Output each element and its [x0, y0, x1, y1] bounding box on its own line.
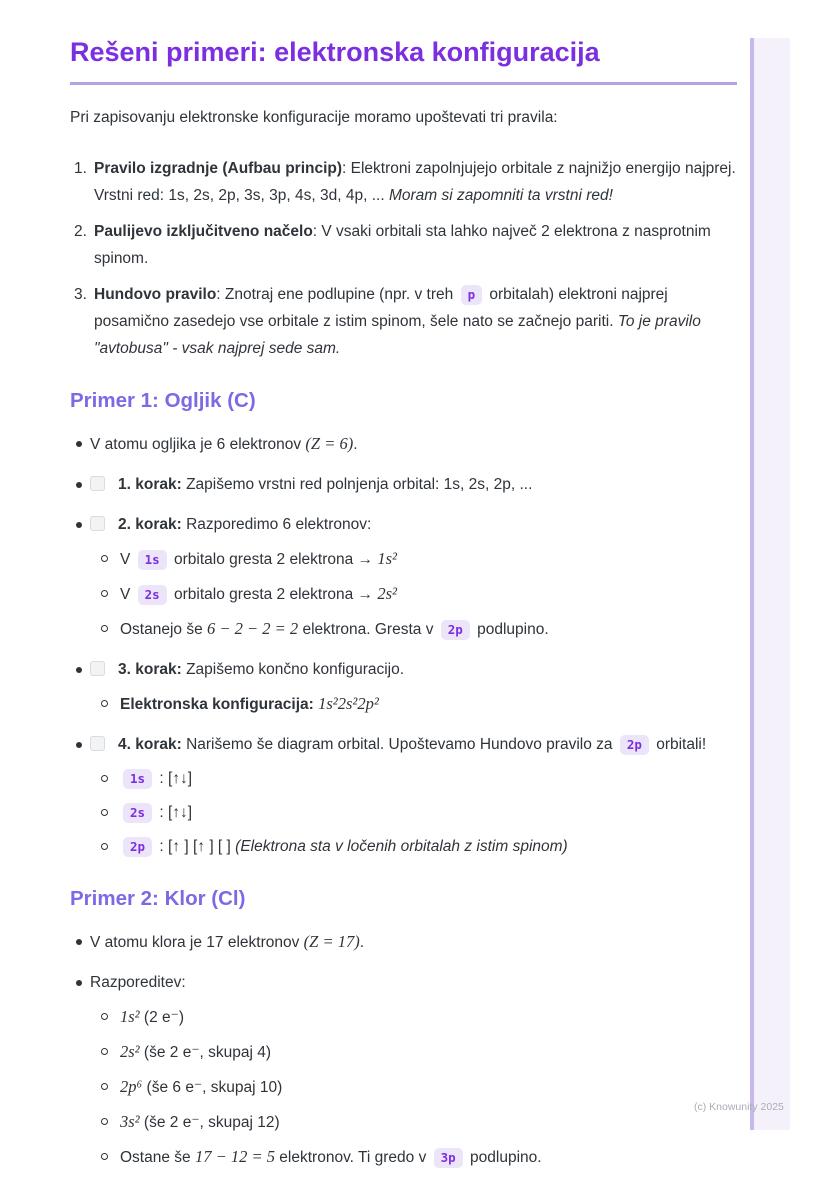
bold-text: Hundovo pravilo — [94, 286, 217, 303]
sub-list-item-text — [120, 545, 737, 573]
bullet-icon — [76, 980, 82, 986]
list-item-text — [90, 928, 737, 956]
bullet-icon — [76, 482, 82, 488]
example1-list — [70, 430, 737, 860]
list-item-text — [90, 471, 737, 498]
bold-text: Elektronska konfiguracija: — [120, 696, 319, 713]
orbital-code-badge: 1s — [123, 769, 152, 789]
list-item — [70, 430, 737, 458]
text: Ostane še — [120, 1149, 195, 1166]
sub-list-item — [90, 1073, 737, 1101]
circle-bullet-icon — [101, 843, 108, 850]
rule-number: 3. — [74, 286, 87, 303]
sub-list-item — [90, 1003, 737, 1031]
sub-list-item-text — [120, 1038, 737, 1066]
title-underline — [70, 82, 737, 85]
text: Narišemo še diagram orbital. Upoštevamo Hundovo pravilo za — [181, 736, 617, 753]
list-item — [70, 928, 737, 956]
list-item-text — [90, 656, 737, 718]
math-text: (Z = 6) — [305, 434, 354, 453]
text: . — [359, 934, 365, 951]
list-item — [70, 731, 737, 860]
text: : Elektroni zapolnjujejo orbitale z najnižjo energijo najprej. Vrstni red: 1s, 2s, 2p, 3s, 3p, 4s, 3d, 4p, ... — [94, 160, 736, 204]
list-item — [70, 471, 737, 498]
text: : V vsaki orbitali sta lahko največ 2 elektrona z nasprotnim spinom. — [94, 223, 711, 267]
text: Zapišemo vrstni red polnjenja orbital: 1s, 2s, 2p, ... — [181, 476, 533, 493]
rule-item — [70, 155, 737, 209]
text: orbitalah) elektroni najprej posamično zasedejo vse orbitale z istim spinom, šele nato se začnejo pariti. — [94, 286, 668, 330]
watermark-text: (c) Knowunity 2025 — [694, 1101, 784, 1113]
circle-bullet-icon — [101, 1118, 108, 1125]
circle-bullet-icon — [101, 590, 108, 597]
bullet-icon — [76, 441, 82, 447]
sub-list — [90, 765, 737, 860]
bold-text: 4. korak: — [118, 736, 182, 753]
math-text: 1s² — [120, 1007, 140, 1026]
circle-bullet-icon — [101, 1083, 108, 1090]
bold-text: Pravilo izgradnje (Aufbau princip) — [94, 160, 343, 177]
math-text: 2s² — [377, 584, 397, 603]
circle-bullet-icon — [101, 1153, 108, 1160]
text: (2 e⁻) — [139, 1009, 184, 1026]
rule-number: 2. — [74, 223, 87, 240]
text: elektrona. Gresta v — [298, 621, 438, 638]
list-item — [70, 969, 737, 1171]
text: orbitalo gresta 2 elektrona → — [169, 586, 378, 603]
circle-bullet-icon — [101, 809, 108, 816]
text: Razporeditev: — [90, 974, 186, 991]
text: V — [120, 586, 135, 603]
circle-bullet-icon — [101, 1048, 108, 1055]
list-item — [70, 511, 737, 643]
list-item-text — [90, 511, 737, 643]
italic-text: Moram si zapomniti ta vrstni red! — [388, 187, 613, 204]
sub-list-item-text — [120, 1073, 737, 1101]
list-item-text — [90, 969, 737, 1171]
section-heading-primer-1: Primer 1: Ogljik (C) — [70, 389, 256, 412]
orbital-code-badge: 2p — [620, 735, 649, 755]
text: (še 2 e⁻, skupaj 4) — [139, 1044, 272, 1061]
sub-list-item — [90, 615, 737, 643]
math-text: (Z = 17) — [303, 932, 360, 951]
circle-bullet-icon — [101, 1013, 108, 1020]
text: : [↑↓] — [155, 804, 193, 821]
page-title: Rešeni primeri: elektronska konfiguracija — [70, 37, 600, 67]
checkbox-icon[interactable] — [90, 736, 105, 751]
bold-text: 3. korak: — [118, 661, 182, 678]
math-text: 2p⁶ — [120, 1077, 143, 1096]
text: . — [353, 436, 358, 453]
list-item-text — [90, 430, 737, 458]
italic-text: (Elektrona sta v ločenih orbitalah z istim spinom) — [235, 838, 568, 855]
sub-list-item — [90, 690, 737, 718]
rule-item — [70, 281, 737, 362]
math-text: 6 − 2 − 2 = 2 — [207, 619, 299, 638]
side-strip — [750, 38, 790, 1130]
bullet-icon — [76, 742, 82, 748]
text: orbitali! — [651, 736, 707, 753]
math-text: 1s² — [377, 549, 397, 568]
sub-list — [90, 1003, 737, 1171]
sub-list-item — [90, 799, 737, 826]
circle-bullet-icon — [101, 700, 108, 707]
math-text: 1s²2s²2p² — [318, 694, 379, 713]
text: Ostanejo še — [120, 621, 208, 638]
rule-item — [70, 218, 737, 272]
bullet-icon — [76, 667, 82, 673]
sub-list-item — [90, 545, 737, 573]
text: Zapišemo končno konfiguracijo. — [181, 661, 405, 678]
intro-paragraph: Pri zapisovanju elektronske konfiguracije moramo upoštevati tri pravila: — [70, 109, 558, 126]
sub-list-item-text — [120, 580, 737, 608]
sub-list-item-text — [120, 1003, 737, 1031]
checkbox-icon[interactable] — [90, 661, 105, 676]
text: : [↑↓] — [155, 770, 193, 787]
math-text: 2s² — [120, 1042, 140, 1061]
text: V — [120, 551, 135, 568]
sub-list-item — [90, 580, 737, 608]
sub-list-item-text — [120, 615, 737, 643]
sub-list-item-text — [120, 833, 737, 860]
checkbox-icon[interactable] — [90, 476, 105, 491]
text: V atomu klora je 17 elektronov — [90, 934, 304, 951]
example2-list — [70, 928, 737, 1171]
bullet-icon — [76, 939, 82, 945]
orbital-code-badge: 2p — [441, 620, 470, 640]
sub-list-item — [90, 765, 737, 792]
sub-list — [90, 690, 737, 718]
text: elektronov. Ti gredo v — [275, 1149, 431, 1166]
sub-list-item-text — [120, 690, 737, 718]
math-text: 3s² — [120, 1112, 140, 1131]
bold-text: 1. korak: — [118, 476, 182, 493]
text: podlupino. — [472, 621, 549, 638]
sub-list — [90, 545, 737, 643]
sub-list-item — [90, 1038, 737, 1066]
bold-text: 2. korak: — [118, 516, 182, 533]
checkbox-icon[interactable] — [90, 516, 105, 531]
circle-bullet-icon — [101, 625, 108, 632]
italic-text: To je pravilo "avtobusa" - vsak najprej sede sam. — [94, 313, 701, 357]
content-area — [70, 36, 737, 1184]
sub-list-item-text — [120, 1143, 737, 1171]
text: (še 2 e⁻, skupaj 12) — [139, 1114, 280, 1131]
text: (še 6 e⁻, skupaj 10) — [142, 1079, 283, 1096]
section-heading-primer-2: Primer 2: Klor (Cl) — [70, 887, 246, 910]
bold-text: Paulijevo izključitveno načelo — [94, 223, 313, 240]
text: orbitalo gresta 2 elektrona → — [169, 551, 378, 568]
sub-list-item-text — [120, 1108, 737, 1136]
text: Razporedimo 6 elektronov: — [181, 516, 372, 533]
text: podlupino. — [465, 1149, 542, 1166]
sub-list-item — [90, 1108, 737, 1136]
orbital-code-badge: 2s — [138, 585, 167, 605]
text: : Znotraj ene podlupine (npr. v treh — [216, 286, 458, 303]
sub-list-item-text — [120, 765, 737, 792]
rules-list — [70, 155, 737, 362]
list-item-text — [90, 731, 737, 860]
rule-number: 1. — [74, 160, 87, 177]
text: V atomu ogljika je 6 elektronov — [90, 436, 306, 453]
bullet-icon — [76, 522, 82, 528]
orbital-code-badge: p — [461, 285, 483, 305]
sub-list-item — [90, 833, 737, 860]
list-item — [70, 656, 737, 718]
sub-list-item — [90, 1143, 737, 1171]
text: : [↑ ] [↑ ] [ ] — [155, 838, 236, 855]
circle-bullet-icon — [101, 775, 108, 782]
orbital-code-badge: 2s — [123, 803, 152, 823]
orbital-code-badge: 3p — [434, 1148, 463, 1168]
math-text: 17 − 12 = 5 — [194, 1147, 275, 1166]
orbital-code-badge: 2p — [123, 837, 152, 857]
circle-bullet-icon — [101, 555, 108, 562]
sub-list-item-text — [120, 799, 737, 826]
orbital-code-badge: 1s — [138, 550, 167, 570]
